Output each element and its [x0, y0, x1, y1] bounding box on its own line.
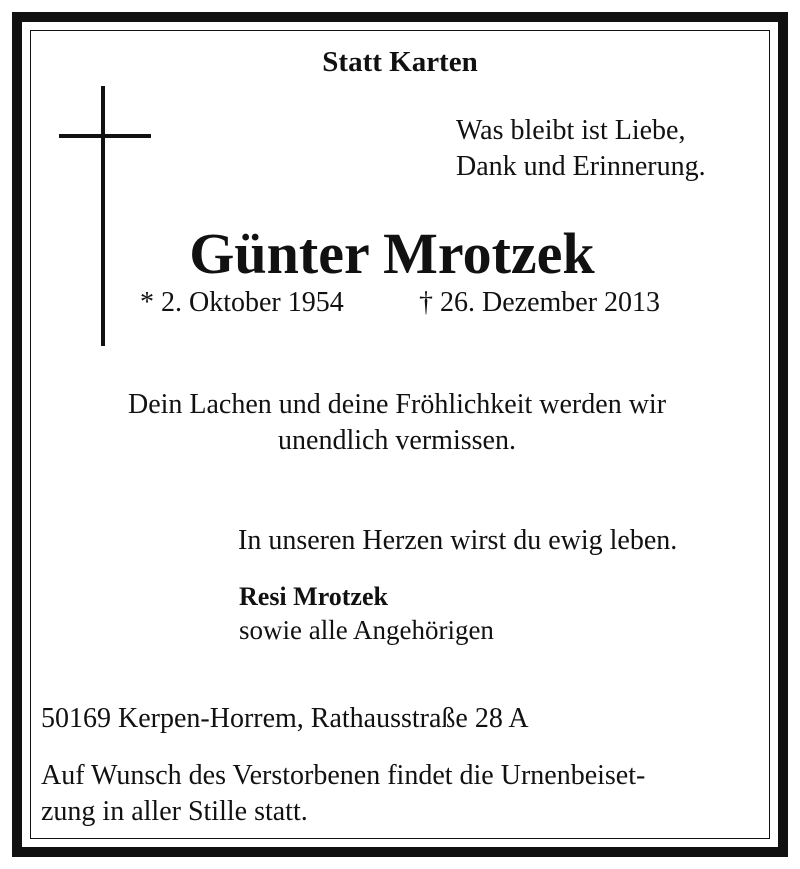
death-date: † 26. Dezember 2013	[419, 287, 661, 318]
quote	[0, 387, 800, 459]
address: 50169 Kerpen-Horrem, Rathausstraße 28 A	[41, 703, 529, 734]
deceased-name: Günter Mrotzek	[189, 221, 595, 286]
header-statt-karten: Statt Karten	[322, 46, 478, 78]
birth-date: * 2. Oktober 1954	[140, 287, 344, 318]
family-name: Resi Mrotzek	[239, 582, 388, 611]
heart-line: In unseren Herzen wirst du ewig leben.	[238, 525, 678, 556]
motto	[456, 113, 706, 185]
motto-line-2: Dank und Erinnerung.	[456, 151, 706, 182]
motto-line-1: Was bleibt ist Liebe,	[456, 115, 686, 146]
burial-notice	[41, 758, 645, 830]
cross-icon-horizontal	[59, 134, 151, 138]
burial-notice-line-2: zung in aller Stille statt.	[41, 796, 308, 827]
quote-line-2: unendlich vermissen.	[278, 425, 516, 456]
burial-notice-line-1: Auf Wunsch des Verstorbenen findet die Urnenbeiset-	[41, 760, 646, 791]
family-relatives: sowie alle Angehörigen	[239, 615, 494, 645]
cross-icon-vertical	[101, 86, 105, 346]
quote-line-1: Dein Lachen und deine Fröhlichkeit werden wir	[127, 389, 667, 420]
